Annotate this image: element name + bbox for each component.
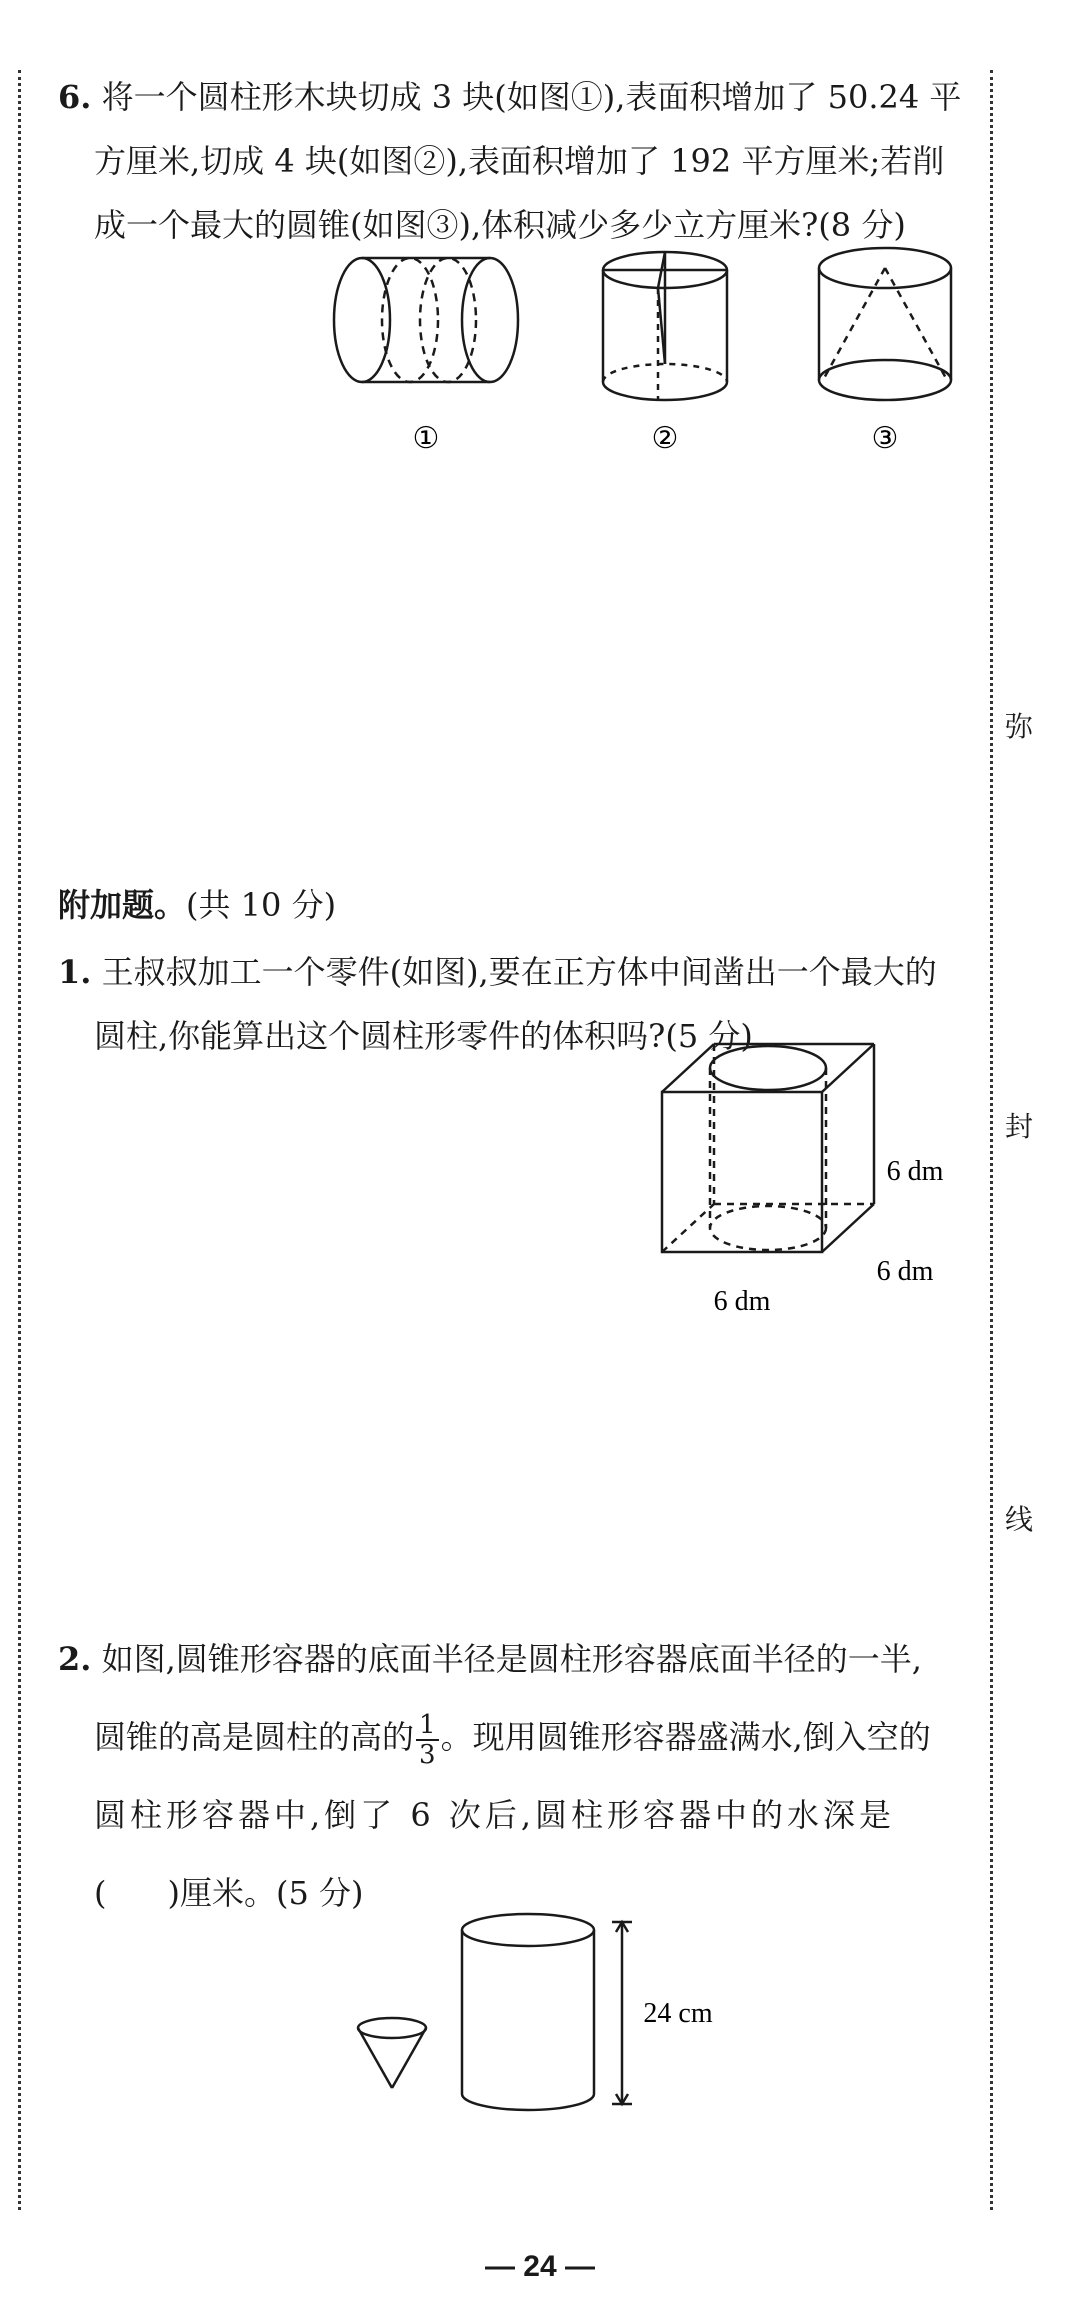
bonus-title: 附加题。 [58, 886, 187, 924]
figure-label-1: ① [412, 422, 440, 455]
question-6-line-2: 方厘米,切成 4 块(如图②),表面积增加了 192 平方厘米;若削 [94, 142, 945, 180]
dim-height-label: 6 dm [886, 1156, 944, 1187]
height-dimension-line [612, 1922, 632, 2104]
bonus-section-header [58, 880, 336, 926]
bonus-question-2-text-1: 如图,圆锥形容器的底面半径是圆柱形容器底面半径的一半, [101, 1640, 922, 1678]
fraction-one-third [416, 1711, 439, 1769]
side-mark-mi: 弥 [1005, 710, 1034, 743]
dim-depth-label: 6 dm [876, 1256, 934, 1287]
question-number: 6. [58, 78, 92, 116]
figure-label-3: ③ [871, 422, 899, 455]
cone-container [358, 2018, 426, 2088]
side-mark-feng: 封 [1005, 1110, 1034, 1143]
bonus-question-1-line-2: 圆柱,你能算出这个圆柱形零件的体积吗?(5 分) [94, 1017, 753, 1055]
fraction-numerator: 1 [416, 1711, 439, 1741]
dim-width-label: 6 dm [713, 1286, 771, 1317]
cylinder-container [462, 1914, 594, 2110]
bonus-question-2-line-3: 圆柱形容器中,倒了 6 次后,圆柱形容器中的水深是 [94, 1796, 896, 1834]
fraction-denominator: 3 [419, 1739, 436, 1770]
question-6 [58, 65, 978, 257]
question-6-figures [320, 240, 1000, 470]
question-6-line-3: 成一个最大的圆锥(如图③),体积减少多少立方厘米?(8 分) [94, 206, 906, 244]
figure-1-cylinder-3-pieces [334, 258, 518, 382]
question-6-text-1: 将一个圆柱形木块切成 3 块(如图①),表面积增加了 50.24 平 [101, 78, 962, 116]
figure-2-cylinder-4-pieces [603, 252, 727, 400]
left-dotted-line [18, 70, 21, 2210]
bonus-score: (共 10 分) [186, 886, 337, 924]
cone-cylinder-figure [350, 1910, 750, 2130]
cube-cylinder-figure [650, 1040, 980, 1320]
figure-3-cylinder-with-cone [819, 248, 951, 400]
bonus-question-2-line-2 [58, 1698, 978, 1776]
question-number: 2. [58, 1640, 92, 1678]
bonus-question-2-text-2a: 圆锥的高是圆柱的高的 [94, 1718, 415, 1756]
bonus-question-2-line-1 [58, 1620, 978, 1698]
bonus-question-1-line-1 [58, 940, 978, 1004]
bonus-question-2-text-2b: 。现用圆锥形容器盛满水,倒入空的 [440, 1718, 931, 1756]
question-number: 1. [58, 953, 92, 991]
cylinder-height-label: 24 cm [643, 1998, 713, 2029]
question-6-line-1 [58, 65, 978, 129]
bonus-question-1-text-1: 王叔叔加工一个零件(如图),要在正方体中间凿出一个最大的 [101, 953, 937, 991]
side-mark-xian: 线 [1005, 1503, 1034, 1536]
figure-label-2: ② [651, 422, 679, 455]
page-number: — 24 — [484, 2250, 596, 2283]
bonus-question-2-line-4: ( )厘米。(5 分) [94, 1874, 364, 1912]
bonus-question-2 [58, 1620, 978, 1932]
